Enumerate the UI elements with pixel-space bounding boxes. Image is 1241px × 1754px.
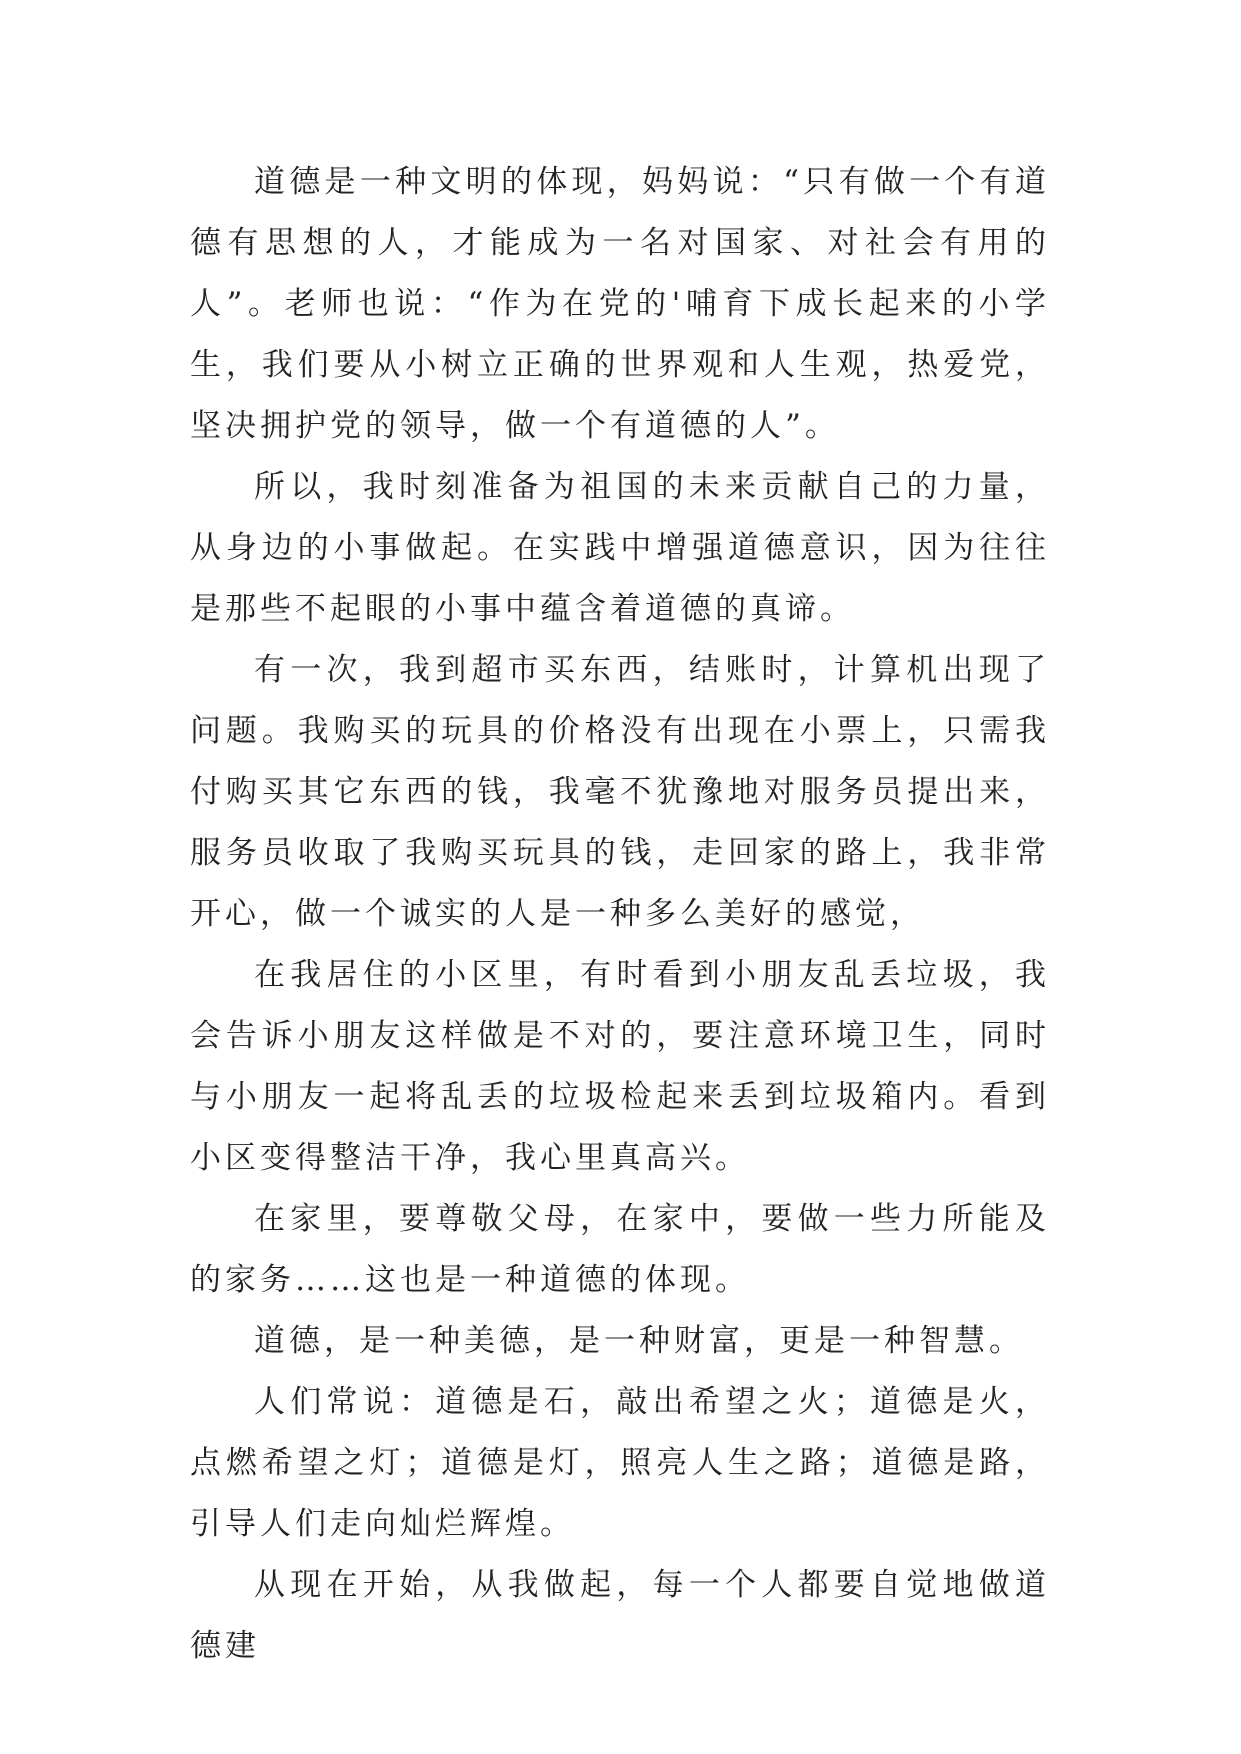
document-body [190,152,1050,1677]
paragraph: 从现在开始，从我做起，每一个人都要自觉地做道德建 [190,1567,1050,1664]
paragraph: 所以，我时刻准备为祖国的未来贡献自己的力量，从身边的小事做起。在实践中增强道德意识，因为往往是那些不起眼的小事中蕴含着道德的真谛。 [190,469,1050,627]
paragraph: 有一次，我到超市买东西，结账时，计算机出现了问题。我购买的玩具的价格没有出现在小票上，只需我付购买其它东西的钱，我毫不犹豫地对服务员提出来，服务员收取了我购买玩具的钱，走回家的路上，我非常开心，做一个诚实的人是一种多么美好的感觉， [190,652,1050,932]
paragraph: 人们常说：道德是石，敲出希望之火；道德是火，点燃希望之灯；道德是灯，照亮人生之路；道德是路，引导人们走向灿烂辉煌。 [190,1384,1050,1542]
paragraph: 道德是一种文明的体现，妈妈说：“只有做一个有道德有思想的人，才能成为一名对国家、对社会有用的人”。老师也说：“作为在党的'哺育下成长起来的小学生，我们要从小树立正确的世界观和人生观，热爱党，坚决拥护党的领导，做一个有道德的人”。 [190,164,1050,444]
paragraph: 在我居住的小区里，有时看到小朋友乱丢垃圾，我会告诉小朋友这样做是不对的，要注意环境卫生，同时与小朋友一起将乱丢的垃圾检起来丢到垃圾箱内。看到小区变得整洁干净，我心里真高兴。 [190,957,1050,1176]
paragraph: 道德，是一种美德，是一种财富，更是一种智慧。 [254,1323,1024,1359]
paragraph: 在家里，要尊敬父母，在家中，要做一些力所能及的家务……这也是一种道德的体现。 [190,1201,1050,1298]
